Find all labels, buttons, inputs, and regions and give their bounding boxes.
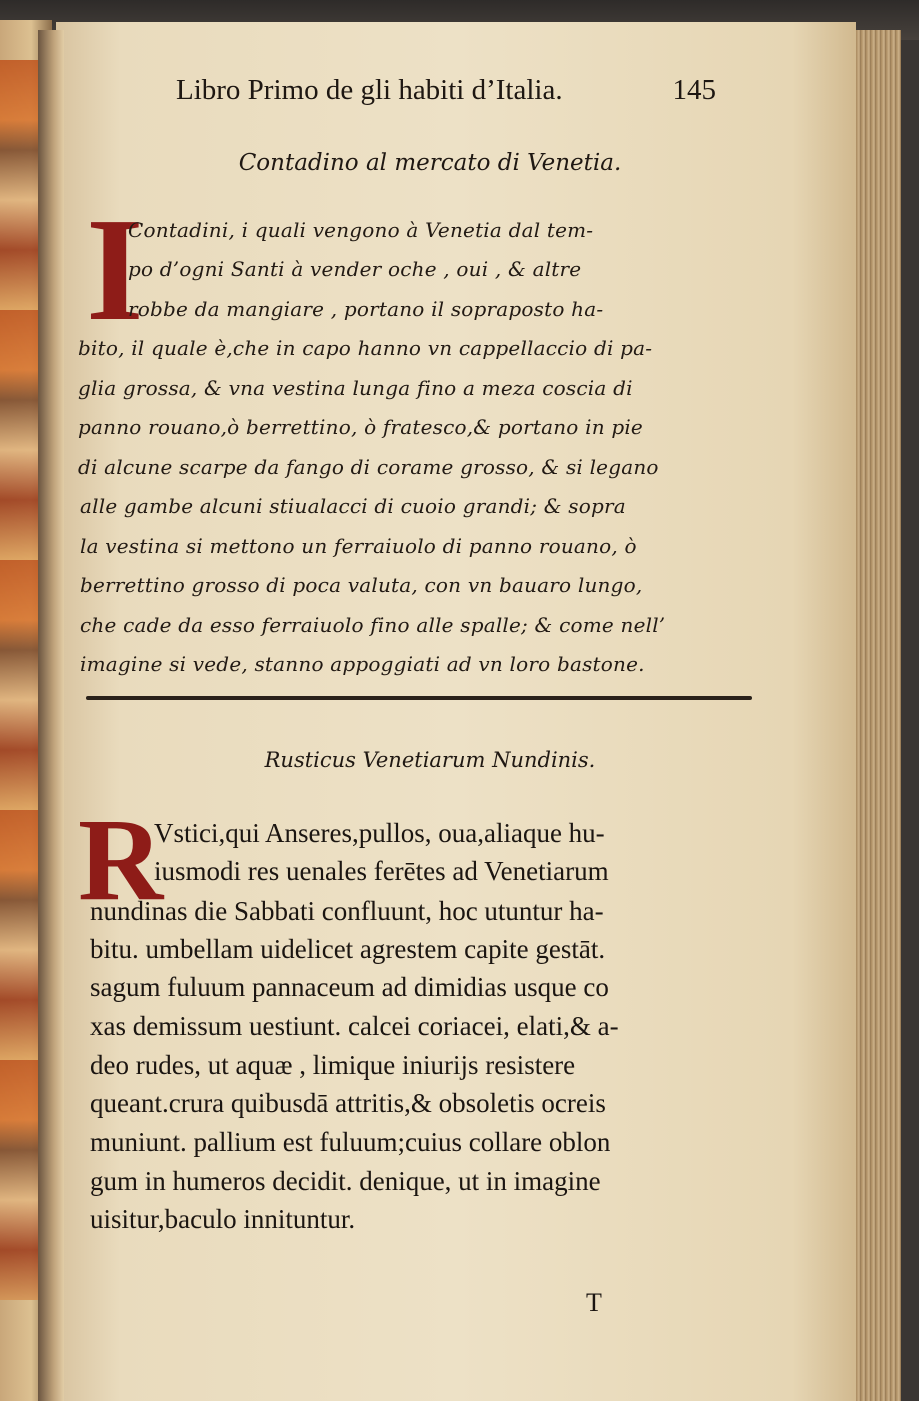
text-line: di alcune scarpe da fango di corame grosso, & si legano <box>78 455 659 479</box>
text-line: robbe da mangiare , portano il sopraposto ha- <box>128 297 604 321</box>
text-line: Vstici,qui Anseres,pullos, oua,aliaque hu- <box>154 818 605 848</box>
section-divider <box>86 696 752 700</box>
italian-heading: Contadino al mercato di Venetia. <box>238 150 622 176</box>
text-line: glia grossa, & vna vestina lunga fino a meza coscia di <box>78 376 633 400</box>
text-line: sagum fuluum pannaceum ad dimidias usque co <box>90 972 609 1002</box>
text-line: queant.crura quibusdā attritis,& obsoletis ocreis <box>90 1088 606 1118</box>
text-line: muniunt. pallium est fuluum;cuius collare oblon <box>90 1127 611 1157</box>
text-line: xas demissum uestiunt. calcei coriacei, elati,& a- <box>90 1011 619 1041</box>
drop-cap-i: I <box>86 188 144 352</box>
text-line: po d’ogni Santi à vender oche , oui , & altre <box>128 257 582 281</box>
text-line: nundinas die Sabbati confluunt, hoc utuntur ha- <box>90 896 604 926</box>
text-line: alle gambe alcuni stiualacci di cuoio grandi; & sopra <box>80 494 626 518</box>
text-line: deo rudes, ut aquæ , limique iniurijs resistere <box>90 1050 576 1080</box>
book-gutter <box>38 30 64 1401</box>
text-line: iusmodi res uenales ferētes ad Venetiarum <box>154 856 609 886</box>
text-line: bitu. umbellam uidelicet agrestem capite gestāt. <box>90 934 606 964</box>
running-head-title: Libro Primo de gli habiti d’Italia. <box>176 74 563 106</box>
text-line: che cade da esso ferraiuolo fino alle spalle; & come nell’ <box>80 613 666 637</box>
text-line: gum in humeros decidit. denique, ut in imagine <box>90 1166 601 1196</box>
text-line: panno rouano,ò berrettino, ò fratesco,& portano in pie <box>78 415 643 439</box>
text-line: bito, il quale è,che in capo hanno vn cappellaccio di pa- <box>78 336 653 360</box>
text-line: la vestina si mettono un ferraiuolo di panno rouano, ò <box>80 534 637 558</box>
running-head <box>176 74 716 114</box>
drop-cap-r: R <box>78 794 164 925</box>
latin-heading: Rusticus Venetiarum Nundinis. <box>264 748 596 772</box>
text-line: Contadini, i quali vengono à Venetia dal tem- <box>128 218 594 242</box>
left-page-ornament <box>0 60 42 1300</box>
text-line: berrettino grosso di poca valuta, con vn bauaro lungo, <box>80 573 643 597</box>
text-line: imagine si vede, stanno appoggiati ad vn loro bastone. <box>80 652 645 676</box>
text-line: uisitur,baculo innituntur. <box>90 1204 356 1234</box>
signature-mark: T <box>586 1288 602 1317</box>
folio-number: 145 <box>672 74 716 106</box>
